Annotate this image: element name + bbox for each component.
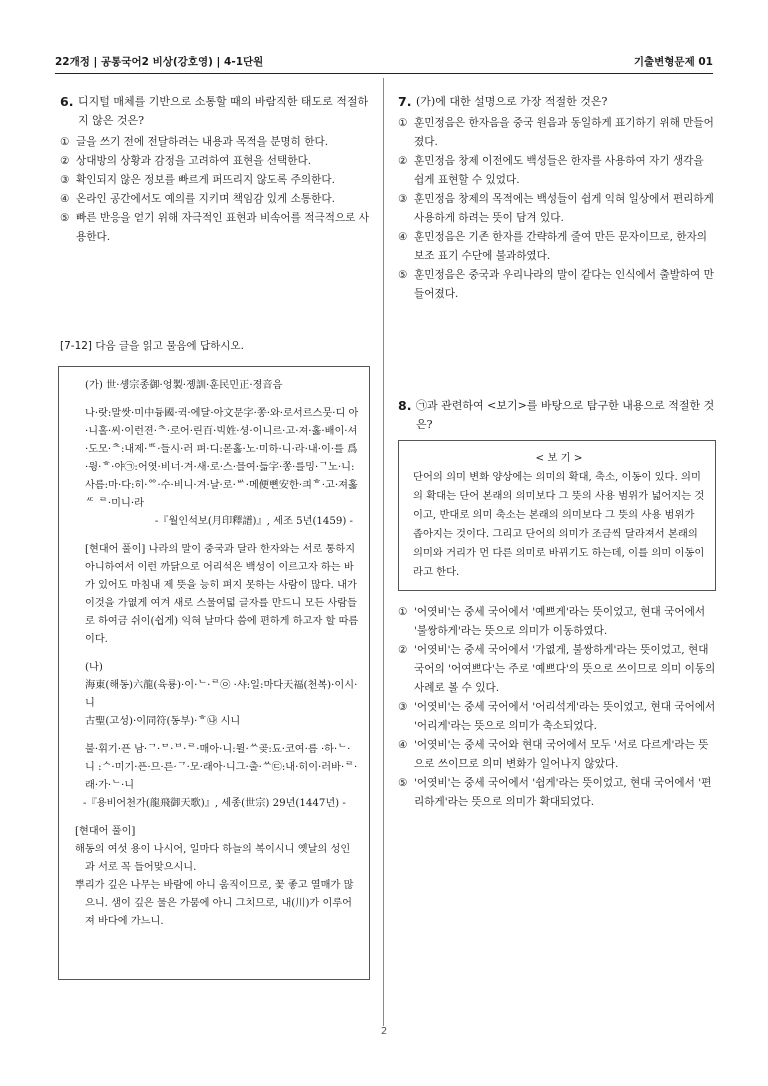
bogi-text: 단어의 의미 변화 양상에는 의미의 확대, 축소, 이동이 있다. 의미의 확대는 단어 본래의 의미보다 그 뜻의 사용 범위가 넓어지는 것이고, 반대로 의미 축소는 본래의 의미보다 그 뜻의 사용 범위가 좁아지는 것이다. 그리고 단어의 의미가 조금씩 달라져서 본래의 의미와 거리가 먼 다른 의미로 바뀌기도 하는데, 이를 의미 이동이라고 한다.	[413, 471, 705, 578]
passage-ga-text: 나·랏:말쌋·미中듕國·귁·에달·아文문字·쫑·와·로서르스뭇·디 아·니홀·씨·이런젼·ᄎ·로어·린百·빅姓·셩·이니르·고·져·홇·배이·셔·도모·ᄎ:내제·ᄠ·들시·러 펴·디:몯홇·노·미하·니·라·내·이·를 爲·윙·ᄒ·야㉠:어엿·비너·겨·새·로·스·믈여·듧字·쫑·를밍·ᄀ노·니:사름:마·다:히·ᅇ·수·비니·겨·날·로·ᄡ·메便뼌安한·킈ᄒ·고·져홇ᄯ ᄅ·미니·라	[85, 408, 359, 509]
bogi-title: < 보 기 >	[535, 452, 583, 464]
question-7	[398, 92, 716, 304]
passage-ga-modern: [현대어 풀이] 나라의 말이 중국과 달라 한자와는 서로 통하지 아니하여서 이런 까닭으로 어리석은 백성이 이르고자 하는 바가 있어도 마침내 제 뜻을 능히 펴지 못하는 사람이 많다. 내가 이것을 가엾게 여겨 새로 스물여덟 글자를 만드니 모든 사람들로 하여금 쉬이(쉽게) 익혀 날마다 씀에 편하게 하고자 할 따름이다.	[85, 544, 359, 645]
option-list	[60, 133, 372, 247]
section-title: [7-12] 다음 글을 읽고 물음에 답하시오.	[60, 340, 244, 352]
question-stem: (가)에 대한 설명으로 가장 적절한 것은?	[416, 95, 608, 108]
column-divider	[383, 78, 384, 1026]
question-number: 6.	[60, 94, 74, 109]
page-header	[55, 50, 713, 70]
passage-box	[58, 366, 370, 980]
option-5: ⑤ '어엿비'는 중세 국어에서 '쉽게'라는 뜻이었고, 현대 국어에서 '편리하게'라는 뜻으로 의미가 확대되었다.	[398, 777, 712, 808]
option-3: ③ '어엿비'는 중세 국어에서 '어리석게'라는 뜻이었고, 현대 국어에서 '어리게'라는 뜻으로 의미가 축소되었다.	[398, 701, 716, 732]
option-5: ⑤ 훈민정음은 중국과 우리나라의 말이 같다는 인식에서 출발하여 만들어졌다.	[398, 269, 714, 300]
question-number: 8.	[398, 398, 412, 413]
passage-na-line-1: 海東(해동)六龍(육룡)·이·ᄂ·ᄅ㉧ ·샤:일:마다天福(천복)·이시·니	[85, 680, 358, 709]
option-2: ② '어엿비'는 중세 국어에서 '가엾게, 불쌍하게'라는 뜻이었고, 현대 국어의 '어여쁘다'는 주로 '예쁘다'의 뜻으로 쓰이므로 의미 이동의 사례로 볼 수 있다.	[398, 644, 716, 694]
passage-na-modern-1: 해동의 여섯 용이 나시어, 일마다 하늘의 복이시니 옛날의 성인과 서로 꼭 들어맞으시니.	[75, 844, 351, 873]
option-5: ⑤ 빠른 반응을 얻기 위해 자극적인 표현과 비속어를 적극적으로 사용한다.	[60, 212, 370, 243]
passage-na-source: -『용비어천가(龍飛御天歌)』, 세종(世宗) 29년(1447년) -	[83, 798, 346, 809]
option-2: ② 상대방의 상황과 감정을 고려하여 표현을 선택한다.	[60, 155, 312, 167]
header-course-info: 22개정 | 공통국어2 비상(강호영) | 4-1단원	[55, 56, 264, 68]
option-2: ② 훈민정음 창제 이전에도 백성들은 한자를 사용하여 자기 생각을 쉽게 표현할 수 있었다.	[398, 155, 704, 186]
header-series-title: 기출변형문제 01	[633, 56, 713, 68]
option-4: ④ '어엿비'는 중세 국어와 현대 국어에서 모두 '서로 다르게'라는 뜻으로 쓰이므로 의미 변화가 일어나지 않았다.	[398, 739, 709, 770]
passage-ga-source: -『월인석보(月印釋譜)』, 세조 5년(1459) -	[154, 516, 353, 527]
passage-na-modern-2: 뿌리가 깊은 나무는 바람에 아니 움직이므로, 꽃 좋고 열매가 많으니. 샘이 깊은 물은 가뭄에 아니 그치므로, 내(川)가 이루어져 바다에 가느니.	[75, 880, 354, 927]
header-rule	[55, 73, 713, 74]
option-3: ③ 훈민정음 창제의 목적에는 백성들이 쉽게 익혀 일상에서 편리하게 사용하게 하려는 뜻이 담겨 있다.	[398, 193, 714, 224]
passage-na-heading: (나)	[85, 662, 103, 673]
passage-na-line-2: 古聖(고성)·이同符(동부)·ᄒ㉯ 시니	[85, 716, 241, 727]
question-8	[398, 396, 716, 812]
option-list	[398, 603, 716, 812]
option-4: ④ 온라인 공간에서도 예의를 지키며 책임감 있게 소통한다.	[60, 193, 335, 205]
option-1: ① 훈민정음은 한자음을 중국 원음과 동일하게 표기하기 위해 만들어졌다.	[398, 117, 714, 148]
passage-ga-heading: (가) 世·솅宗종御·엉製·졩訓·훈民민正·졍音음	[85, 380, 283, 391]
question-stem: 디지털 매체를 기반으로 소통할 때의 바람직한 태도로 적절하지 않은 것은?	[78, 95, 369, 127]
option-list	[398, 114, 716, 304]
option-1: ① 글을 쓰기 전에 전달하려는 내용과 목적을 분명히 한다.	[60, 136, 329, 148]
option-3: ③ 확인되지 않은 정보를 빠르게 퍼뜨리지 않도록 주의한다.	[60, 174, 335, 186]
question-number: 7.	[398, 94, 412, 109]
passage-na-modern-heading: [현대어 풀이]	[75, 826, 136, 837]
option-1: ① '어엿비'는 중세 국어에서 '예쁘게'라는 뜻이었고, 현대 국어에서 '불쌍하게'라는 뜻으로 의미가 이동하였다.	[398, 606, 706, 637]
page-number: 2	[380, 1026, 388, 1037]
option-4: ④ 훈민정음은 기존 한자를 간략하게 줄여 만든 문자이므로, 한자의 보조 표기 수단에 불과하였다.	[398, 231, 708, 262]
passage-na-line-3: 불·휘기·픈 남·ᄀ·ᄆ·ᄇ·ᄅ·매아·니:뮐·ᄊ곶:됴·코여·름 ·하·ᄂ·니 :ᄉ·미기·픈·므·른·ᄀ·모·래아·니그·출·ᄊ㉢:내·히이·러바·ᄅ·래·가·ᄂ·니	[85, 744, 358, 791]
question-stem: ㉠과 관련하여 <보기>를 바탕으로 탐구한 내용으로 적절한 것은?	[416, 399, 715, 431]
bogi-box	[398, 440, 716, 591]
question-6	[60, 92, 372, 247]
